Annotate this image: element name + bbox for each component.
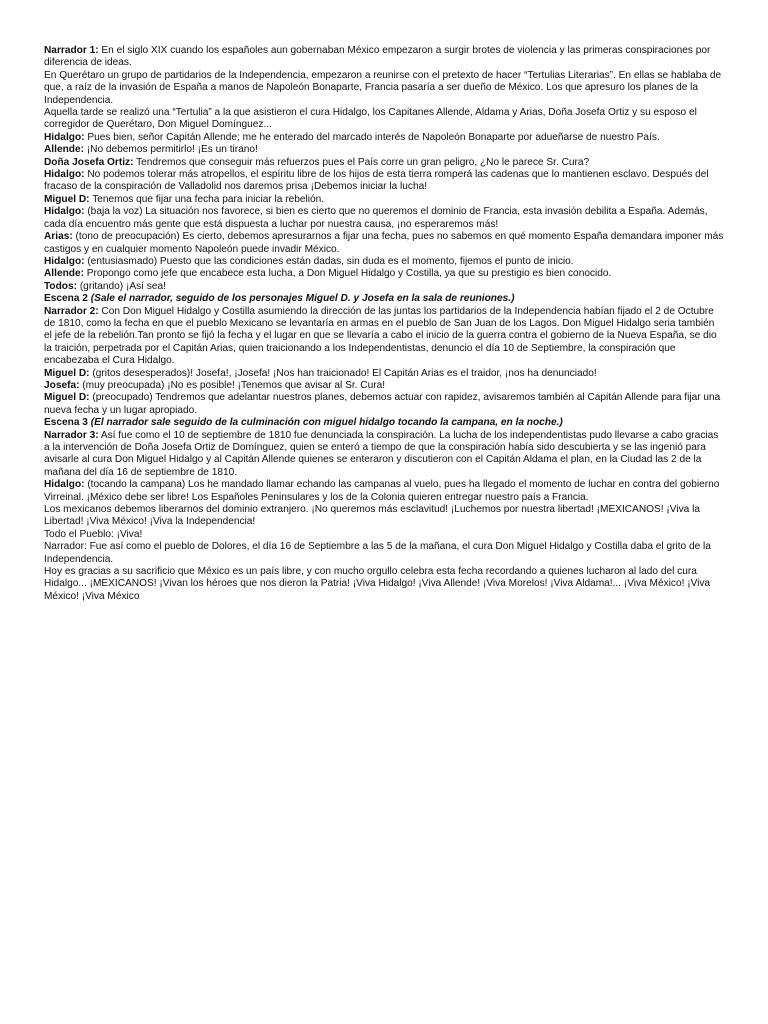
- dialogue-text: Tendremos que conseguir más refuerzos pues el País corre un gran peligro, ¿No le parece Sr. Cura?: [133, 156, 590, 168]
- speaker-label: Hidalgo:: [44, 206, 85, 218]
- speaker-label: Todos:: [44, 280, 77, 292]
- dialogue-text: (gritando) ¡Así sea!: [77, 280, 166, 292]
- script-paragraph: [44, 194, 724, 206]
- script-paragraph: [44, 144, 724, 156]
- dialogue-text: Los mexicanos debemos liberarnos del dominio extranjero. ¡No queremos más esclavitud! ¡Luchemos por nuestra libertad! ¡MEXICANOS! ¡Viva la Libertad! ¡Viva México! ¡Viva la Independencia!: [44, 504, 700, 528]
- script-paragraph: [44, 70, 724, 107]
- script-paragraph: [44, 306, 724, 368]
- script-paragraph: [44, 132, 724, 144]
- dialogue-text: Tenemos que fijar una fecha para iniciar la rebelión.: [89, 193, 325, 205]
- script-paragraph: [44, 430, 724, 480]
- dialogue-text: (tocando la campana) Los he mandado llamar echando las campanas al vuelo, pues ha llegado el momento de luchar en contra del gobierno Virreinal. ¡México debe ser libre! Los Españoles Peninsulares y los de la Colonia quieren entregar nuestro país a Francia.: [44, 479, 720, 503]
- script-paragraph: [44, 504, 724, 529]
- speaker-label: Josefa:: [44, 379, 80, 391]
- speaker-label: Miguel D:: [44, 392, 90, 404]
- script-paragraph: [44, 479, 724, 504]
- speaker-label: Miguel D:: [44, 193, 90, 205]
- dialogue-text: Así fue como el 10 de septiembre de 1810 fue denunciada la conspiración. La lucha de los independentistas pudo llevarse a cabo gracias a la intervención de Doña Josefa Ortiz de Domínguez, quien se enteró a tiempo de que la conspiración había sido descubierta y se las ingenió para avisarle al cura Don Miguel Hidalgo y al Capitán Allende quienes se enteraron y discutieron con el Capitán Aldama el plan, en la Ciudad las 2 de la mañana del día 16 de septiembre de 1810.: [44, 429, 719, 478]
- dialogue-text: ¡No debemos permitirlo! ¡Es un tirano!: [83, 144, 258, 156]
- speaker-label: Hidalgo:: [44, 169, 85, 181]
- dialogue-text: No podemos tolerar más atropellos, el espíritu libre de los hijos de esta tierra romperá las cadenas que lo mantienen esclavo. Después del fracaso de la conspiración de Valladolid nos daremos prisa ¡Debemos iniciar la lucha!: [44, 169, 709, 193]
- stage-direction: (Sale el narrador, seguido de los personajes Miguel D. y Josefa en la sala de reuniones.): [87, 293, 515, 305]
- speaker-label: Hidalgo:: [44, 131, 85, 143]
- script-paragraph: [44, 541, 724, 566]
- dialogue-text: Con Don Miguel Hidalgo y Costilla asumiendo la dirección de las juntas los partidarios de la Independencia habían fijado el 2 de Octubre de 1810, como la fecha en que el pueblo Mexicano se levantaría en armas en el pueblo de San Juan de los Lagos. Don Miguel Hidalgo seria también el jefe de la rebelión.Tan pronto se fijó la fecha y el lugar en que se llevaría a cabo el inicio de la guerra contra el gobierno de la Nueva España, se dio la traición, perpetrada por el Capitán Arias, quien traicionando a los Independentistas, denuncio el día 10 de Septiembre, la conspiración que encabezaba el Cura Hidalgo.: [44, 305, 717, 367]
- script-paragraph: [44, 206, 724, 231]
- speaker-label: Doña Josefa Ortiz:: [44, 156, 134, 168]
- speaker-label: Arias:: [44, 231, 73, 243]
- script-paragraph: [44, 169, 724, 194]
- speaker-label: Miguel D:: [44, 367, 90, 379]
- speaker-label: Allende:: [44, 144, 84, 156]
- speaker-label: Narrador 3:: [44, 429, 99, 441]
- scene-label: Escena 3: [44, 417, 88, 429]
- speaker-label: Allende:: [44, 268, 84, 280]
- dialogue-text: (entusiasmado) Puesto que las condiciones están dadas, sin duda es el momento, fijemos el punto de inicio.: [84, 255, 574, 267]
- dialogue-text: Pues bien, señor Capitán Allende; me he enterado del marcado interés de Napoleón Bonaparte por adueñarse de nuestro País.: [84, 131, 660, 143]
- dialogue-text: En el siglo XIX cuando los españoles aun gobernaban México empezaron a surgir brotes de violencia y las primeras conspiraciones por diferencia de ideas.: [44, 45, 711, 69]
- script-paragraph: [44, 417, 724, 429]
- dialogue-text: (muy preocupada) ¡No es posible! ¡Tenemos que avisar al Sr. Cura!: [79, 379, 386, 391]
- dialogue-text: (tono de preocupación) Es cierto, debemos apresurarnos a fijar una fecha, pues no sabemos en qué momento España demandara imponer más castigos y en cualquier momento Napoleón puede invadir México.: [44, 231, 724, 255]
- script-paragraph: [44, 293, 724, 305]
- dialogue-text: (preocupado) Tendremos que adelantar nuestros planes, debemos actuar con rapidez, avisaremos también al Capitán Allende para fijar una nueva fecha y un lugar apropiado.: [44, 392, 721, 416]
- dialogue-text: En Querétaro un grupo de partidarios de la Independencia, empezaron a reunirse con el pretexto de hacer “Tertulias Literarias”. En ellas se hablaba de que, a raíz de la invasión de España a manos de Napoleón Bonaparte, Francia pasaría a ser dueño de México. Los que apresuro los planes de la Independencia.: [44, 69, 722, 106]
- script-paragraph: [44, 368, 724, 380]
- script-paragraph: [44, 107, 724, 132]
- script-paragraph: [44, 380, 724, 392]
- script-paragraph: [44, 392, 724, 417]
- script-document: [44, 45, 724, 603]
- speaker-label: Hidalgo:: [44, 479, 85, 491]
- script-paragraph: [44, 256, 724, 268]
- script-paragraph: [44, 157, 724, 169]
- script-paragraph: [44, 281, 724, 293]
- dialogue-text: Hoy es gracias a su sacrificio que México es un país libre, y con mucho orgullo celebra esta fecha recordando a quienes lucharon al lado del cura Hidalgo... ¡MEXICANOS! ¡Vivan los héroes que nos dieron la Patria! ¡Viva Hidalgo! ¡Viva Allende! ¡Viva Morelos! ¡Viva Aldama!... ¡Viva México! ¡Viva México! ¡Viva México: [44, 566, 711, 602]
- script-paragraph: [44, 268, 724, 280]
- script-paragraph: [44, 566, 724, 603]
- script-paragraph: [44, 529, 724, 541]
- speaker-label: Hidalgo:: [44, 255, 85, 267]
- scene-label: Escena 2: [44, 293, 88, 305]
- dialogue-text: Propongo como jefe que encabece esta lucha, a Don Miguel Hidalgo y Costilla, ya que su prestigio es bien conocido.: [83, 268, 612, 280]
- stage-direction: (El narrador sale seguido de la culminación con miguel hidalgo tocando la campana, en la noche.): [87, 417, 563, 429]
- dialogue-text: Narrador: Fue así como el pueblo de Dolores, el día 16 de Septiembre a las 5 de la mañana, el cura Don Miguel Hidalgo y Costilla daba el grito de la Independencia.: [44, 541, 711, 565]
- dialogue-text: (baja la voz) La situación nos favorece, si bien es cierto que no queremos el dominio de Francia, esta invasión debilita a España. Además, cada día encuentro más gente que está dispuesta a luchar por nuestra causa, ¡no esperaremos más!: [44, 206, 708, 230]
- speaker-label: Narrador 1:: [44, 45, 99, 56]
- dialogue-text: Aquella tarde se realizó una “Tertulia” a la que asistieron el cura Hidalgo, los Capitanes Allende, Aldama y Arias, Doña Josefa Ortiz y su esposo el corregidor de Querétaro, Don Miguel Domínguez...: [44, 107, 697, 131]
- dialogue-text: Todo el Pueblo: ¡Viva!: [44, 528, 143, 540]
- script-paragraph: [44, 45, 724, 70]
- dialogue-text: (gritos desesperados)! Josefa!, ¡Josefa! ¡Nos han traicionado! El Capitán Arias es el traidor, ¡nos ha denunciado!: [89, 367, 597, 379]
- speaker-label: Narrador 2:: [44, 305, 99, 317]
- script-paragraph: [44, 231, 724, 256]
